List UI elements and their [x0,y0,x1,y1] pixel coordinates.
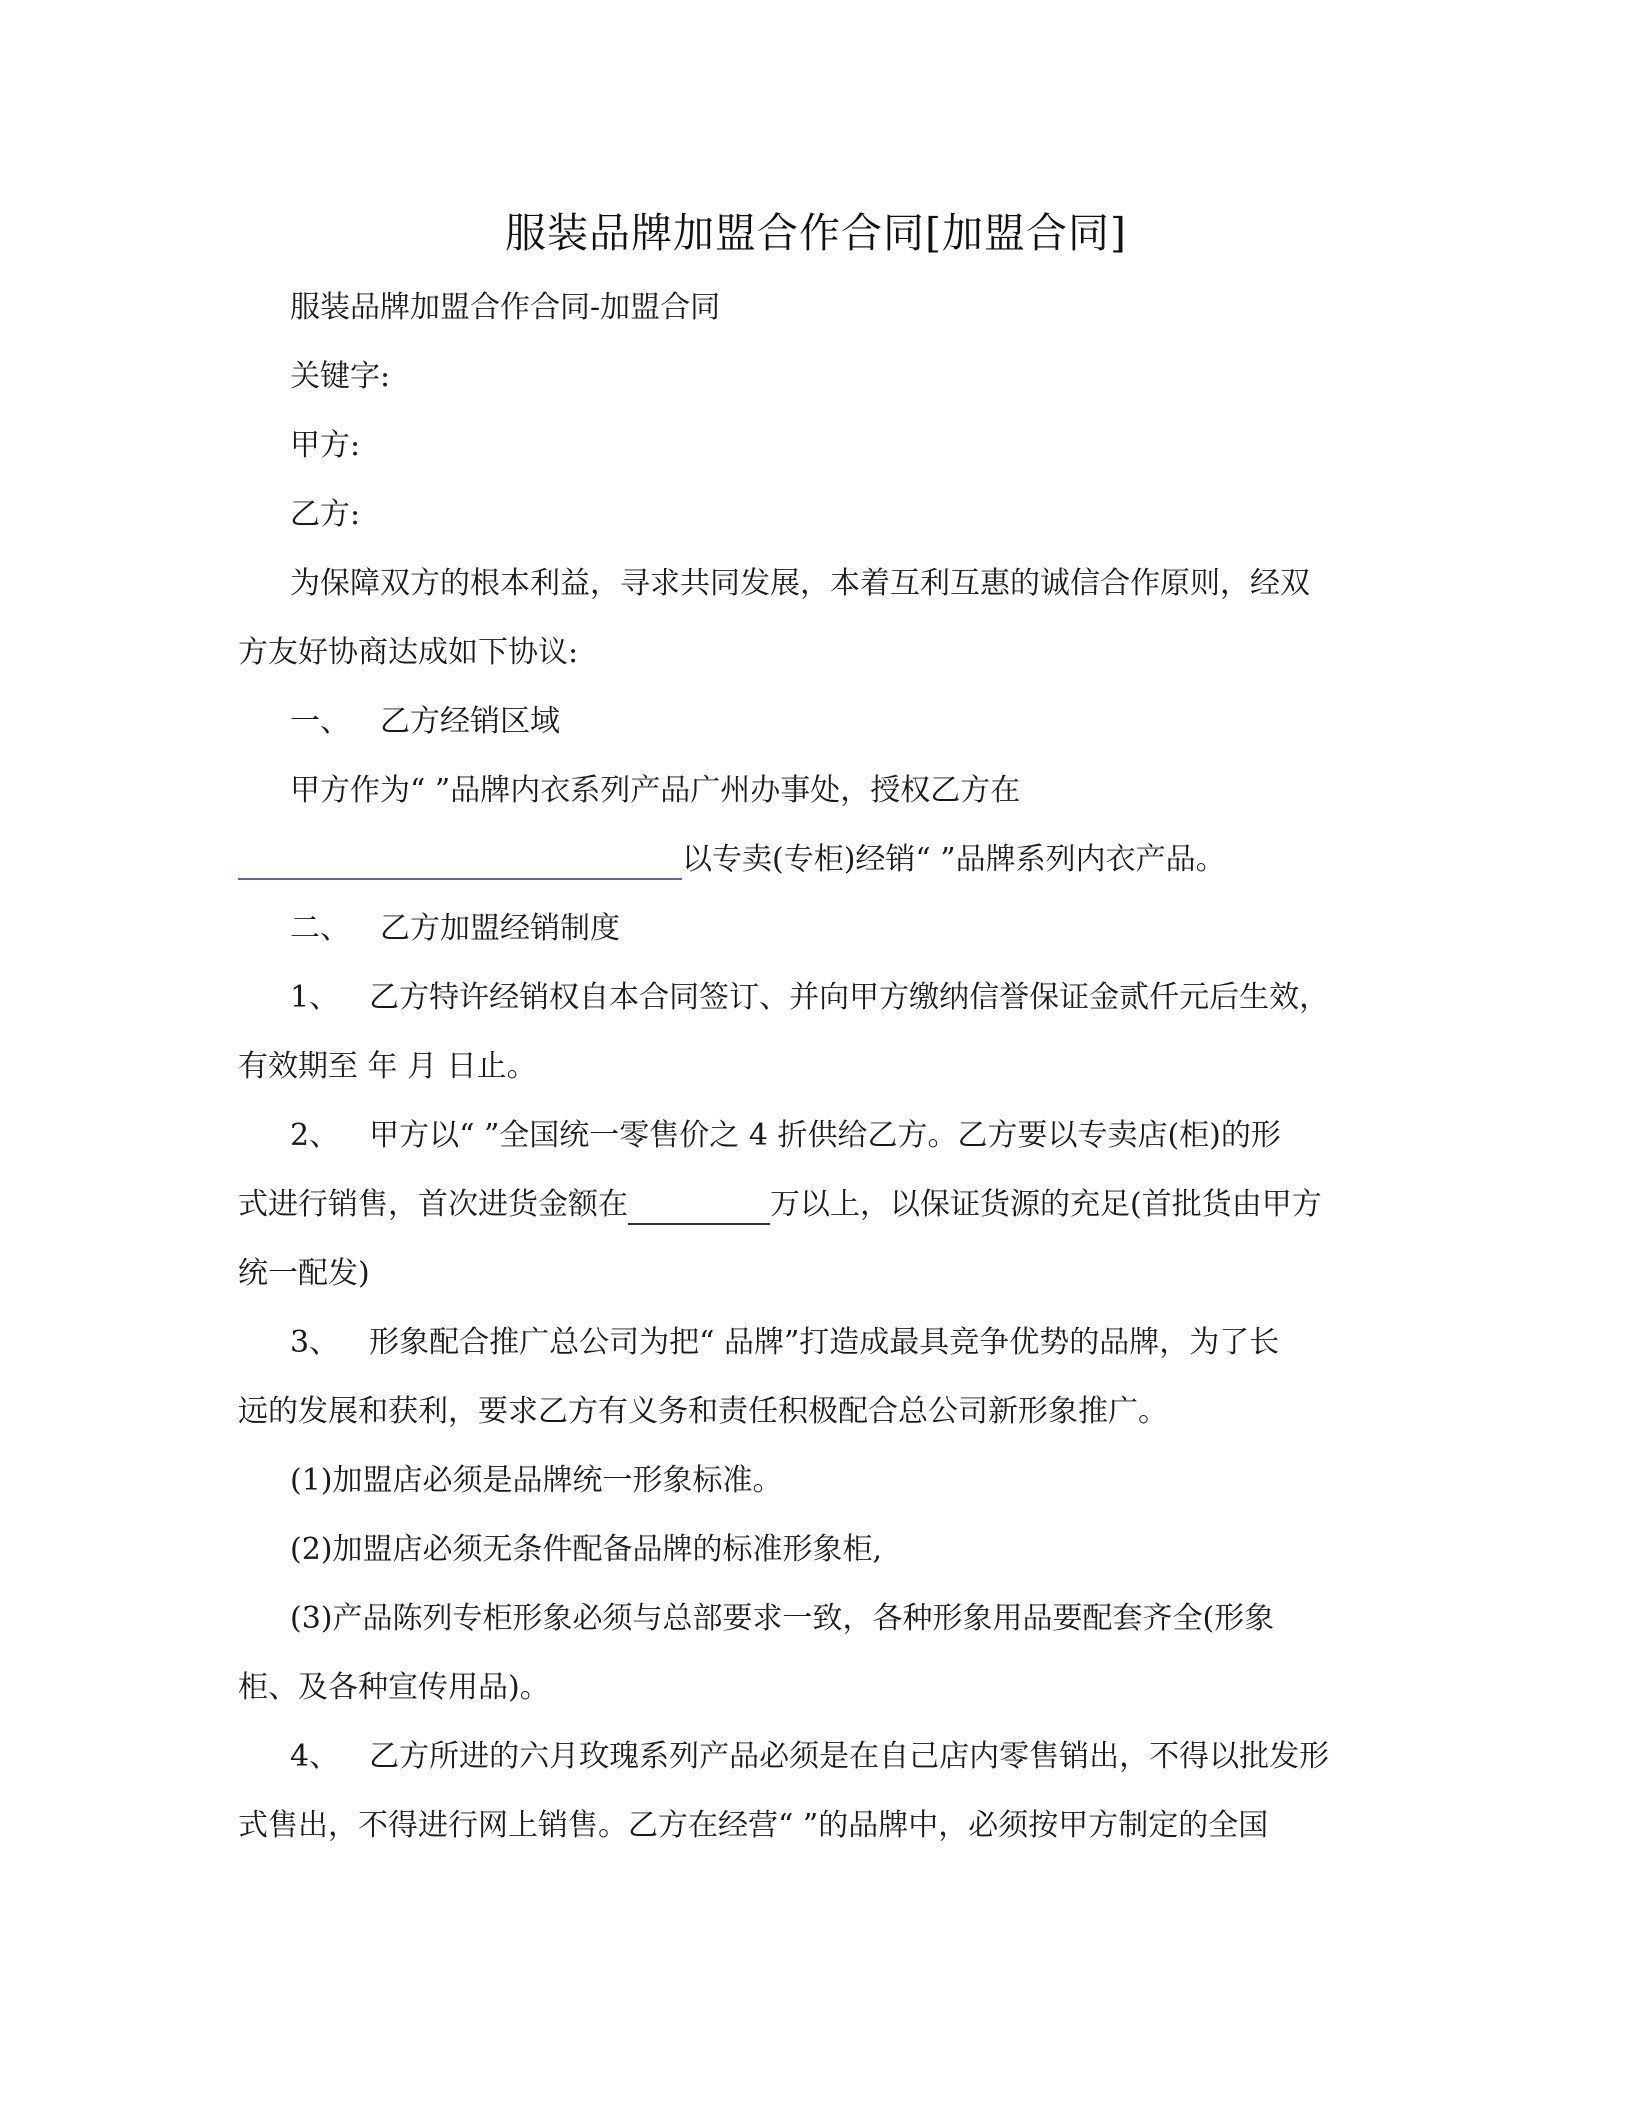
intro-paragraph-line-1: 为保障双方的根本利益，寻求共同发展，本着互利互惠的诚信合作原则，经双 [290,566,1310,601]
item-4-line-1 [290,1737,1329,1777]
item-2-number: 2、 [290,1118,340,1153]
intro-paragraph-line-2: 方友好协商达成如下协议: [238,635,579,670]
document-subtitle: 服装品牌加盟合作合同-加盟合同 [290,290,721,325]
item-3-sub-1: (1)加盟店必须是品牌统一形象标准。 [290,1463,783,1498]
item-2-line-3: 统一配发) [238,1256,370,1291]
item-2-line-2-before: 式进行销售，首次进货金额在 [238,1187,628,1222]
item-3-text: 形象配合推广总公司为把“ 品牌”打造成最具竞争优势的品牌，为了长 [369,1325,1280,1360]
party-a-label: 甲方: [290,428,361,463]
item-3-sub-2: (2)加盟店必须无条件配备品牌的标准形象柜, [290,1532,883,1567]
item-4-number: 4、 [290,1739,340,1774]
section-1-heading [290,702,560,742]
item-3-number: 3、 [290,1325,340,1360]
amount-fill-in-blank[interactable] [628,1191,770,1225]
section-2-number: 二、 [290,911,350,946]
section-2-title: 乙方加盟经销制度 [380,911,620,946]
document-title: 服装品牌加盟合作合同[加盟合同] [505,209,1127,257]
item-3-line-2: 远的发展和获利，要求乙方有义务和责任积极配合总公司新形象推广。 [238,1394,1168,1429]
item-1-line-2: 有效期至 年 月 日止。 [238,1049,537,1084]
item-4-line-2: 式售出，不得进行网上销售。乙方在经营“ ”的品牌中，必须按甲方制定的全国 [238,1808,1269,1843]
item-1-line-1 [290,978,1329,1018]
region-fill-in-blank[interactable] [238,846,682,880]
item-3-line-1 [290,1323,1279,1363]
item-1-number: 1、 [290,980,340,1015]
section-1-line-1: 甲方作为“ ”品牌内衣系列产品广州办事处，授权乙方在 [290,773,1021,808]
item-2-line-2 [238,1185,1322,1225]
item-2-line-2-after: 万以上，以保证货源的充足(首批货由甲方 [770,1187,1322,1222]
section-1-line-2-text: 以专卖(专柜)经销“ ”品牌系列内衣产品。 [682,842,1226,877]
item-2-text: 甲方以“ ”全国统一零售价之 4 折供给乙方。乙方要以专卖店(柜)的形 [369,1118,1281,1153]
section-1-number: 一、 [290,704,350,739]
item-3-sub-3-line-1: (3)产品陈列专柜形象必须与总部要求一致，各种形象用品要配套齐全(形象 [290,1601,1275,1636]
item-4-text: 乙方所进的六月玫瑰系列产品必须是在自己店内零售销出，不得以批发形 [369,1739,1330,1774]
keywords-label: 关键字: [290,359,391,394]
item-1-text: 乙方特许经销权自本合同签订、并向甲方缴纳信誉保证金贰仟元后生效， [369,980,1330,1015]
section-2-heading [290,909,620,949]
item-3-sub-3-line-2: 柜、及各种宣传用品)。 [238,1670,550,1705]
section-1-title: 乙方经销区域 [380,704,560,739]
party-b-label: 乙方: [290,497,361,532]
item-2-line-1 [290,1116,1281,1156]
section-1-line-2 [238,840,1226,880]
